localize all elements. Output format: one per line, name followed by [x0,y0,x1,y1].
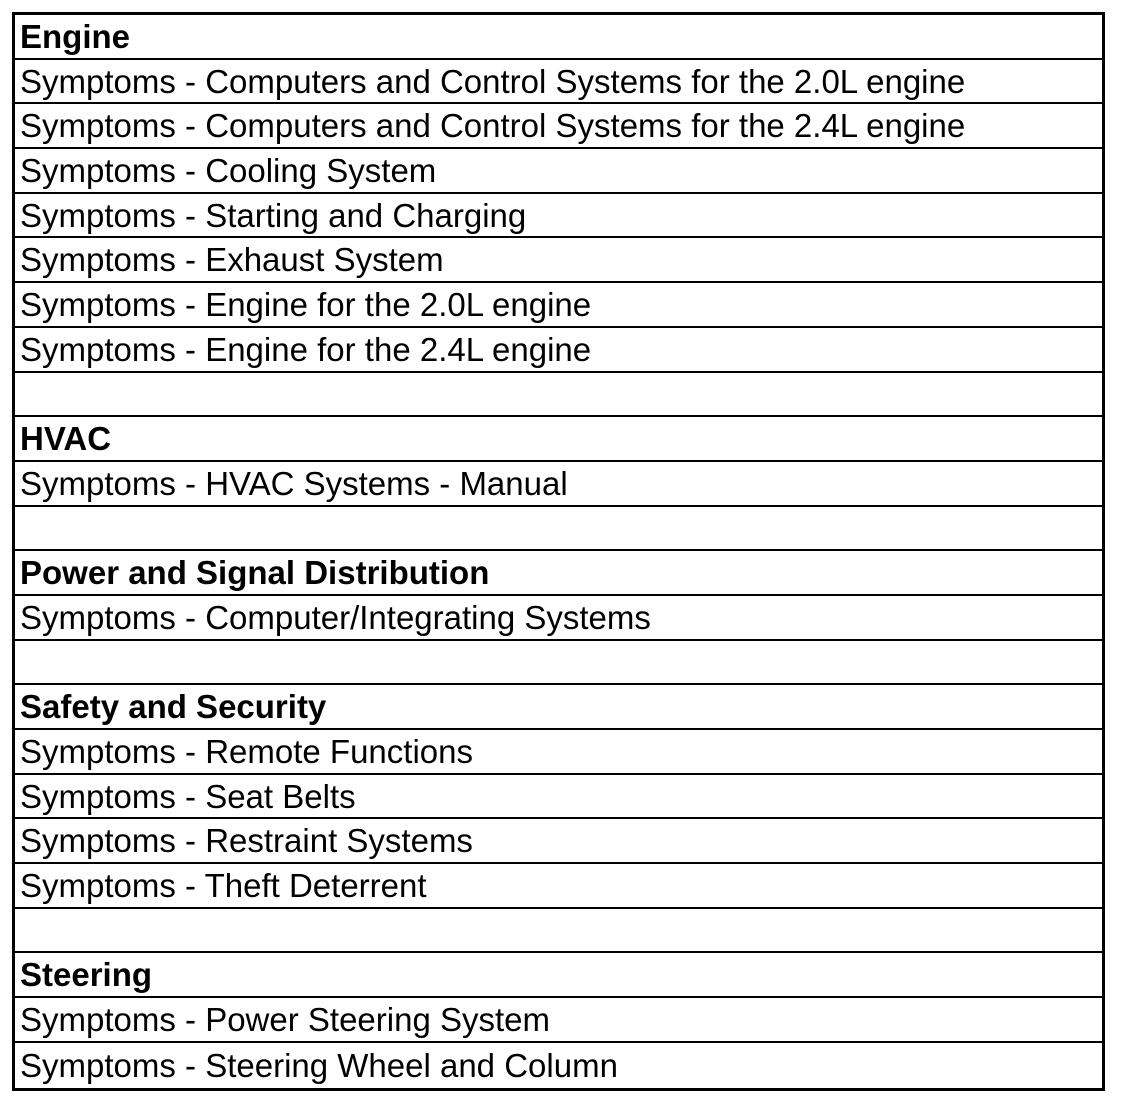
list-item[interactable]: Symptoms - Computers and Control Systems for the 2.0L engine [15,60,1102,105]
list-item[interactable]: Symptoms - Cooling System [15,149,1102,194]
list-item[interactable]: Symptoms - HVAC Systems - Manual [15,462,1102,507]
blank-row [15,373,1102,418]
blank-row [15,909,1102,954]
list-item[interactable]: Symptoms - Remote Functions [15,730,1102,775]
list-item[interactable]: Symptoms - Steering Wheel and Column [20,1046,618,1084]
list-item[interactable]: Symptoms - Engine for the 2.4L engine [15,328,1102,373]
symptoms-index-table [12,12,1105,1091]
section-header-hvac: HVAC [15,417,1102,462]
section-header-steering: Steering [15,953,1102,998]
list-item[interactable]: Symptoms - Theft Deterrent [15,864,1102,909]
list-item[interactable]: Symptoms - Exhaust System [15,238,1102,283]
list-item[interactable]: Symptoms - Computers and Control Systems for the 2.4L engine [15,104,1102,149]
blank-row [15,507,1102,552]
section-header-engine: Engine [15,15,1102,60]
list-item[interactable]: Symptoms - Restraint Systems [15,819,1102,864]
list-item[interactable]: Symptoms - Power Steering System [15,998,1102,1043]
section-header-power-signal: Power and Signal Distribution [15,551,1102,596]
list-item[interactable]: Symptoms - Computer/Integrating Systems [15,596,1102,641]
blank-row [15,641,1102,686]
list-item[interactable]: Symptoms - Seat Belts [15,775,1102,820]
section-header-safety-security: Safety and Security [15,685,1102,730]
list-item[interactable]: Symptoms - Starting and Charging [15,194,1102,239]
list-item[interactable]: Symptoms - Engine for the 2.0L engine [15,283,1102,328]
